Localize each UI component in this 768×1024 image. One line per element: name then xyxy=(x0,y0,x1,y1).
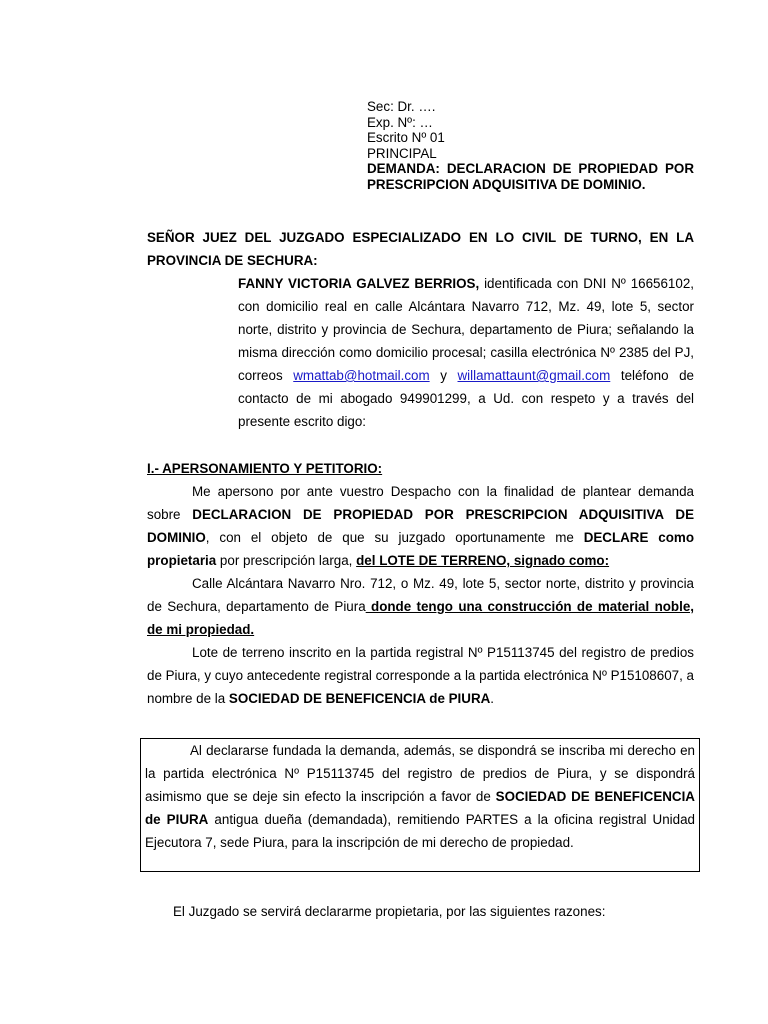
petitorio-text-c: , con el objeto de que su juzgado oportunamente me xyxy=(205,530,584,545)
petitorio-text-a: Me apersono por ante vuestro Despacho con la finalidad de plantear demanda sobre xyxy=(147,484,694,522)
intro-text-1: identificada con DNI Nº 16656102, con domicilio real en calle Alcántara Navarro 712, Mz. 49, lote 5, sector norte, distrito y provincia de Sechura, departamento de Piura; señalando la misma dirección como domicilio procesal; casilla electrónica Nº 2385 del PJ, correos xyxy=(238,276,694,383)
address-text-a: Calle Alcántara Navarro Nro. 712, o Mz. 49, lote 5, sector norte, distrito y provincia de Sechura, departamento de Piura xyxy=(147,576,694,614)
registry-paragraph xyxy=(147,641,694,710)
registry-text-c: . xyxy=(490,691,495,706)
principal-line: PRINCIPAL xyxy=(367,145,437,161)
petitorio-text-b: DECLARACION DE PROPIEDAD POR PRESCRIPCION ADQUISITIVA DE DOMINIO xyxy=(147,507,694,545)
email-link-2[interactable]: willamattaunt@gmail.com xyxy=(457,368,611,383)
secretary-line: Sec: Dr. …. xyxy=(367,99,436,114)
address-text-b: donde tengo una construcción de material noble, de mi propiedad. xyxy=(147,599,694,637)
petitorio-text-f: del LOTE DE TERRENO, signado como: xyxy=(356,553,610,568)
inscription-text-c: antigua dueña (demandada), remitiendo PARTES a la oficina registral Unidad Ejecutora 7, sede Piura, para la inscripción de mi derecho de propiedad. xyxy=(145,812,695,850)
email-link-1[interactable]: wmattab@hotmail.com xyxy=(293,368,430,383)
case-header xyxy=(367,99,694,192)
intro-text-3: teléfono de contacto de mi abogado 949901299, a Ud. con respeto y a través del presente escrito digo: xyxy=(238,368,694,429)
intro-text-2: y xyxy=(429,368,458,383)
inscription-paragraph xyxy=(145,739,695,854)
plaintiff-name: FANNY VICTORIA GALVEZ BERRIOS, xyxy=(238,276,480,291)
escrito-line: Escrito Nº 01 xyxy=(367,130,445,145)
intro-paragraph xyxy=(238,272,694,433)
section-heading-apersonamiento: I.- APERSONAMIENTO Y PETITORIO: xyxy=(147,461,383,476)
expediente-line: Exp. Nº: … xyxy=(367,114,433,130)
inscription-text-b: SOCIEDAD DE BENEFICENCIA de PIURA xyxy=(145,789,695,827)
address-paragraph xyxy=(147,572,694,641)
registry-text-a: Lote de terreno inscrito en la partida registral Nº P15113745 del registro de predios de Piura, y cuyo antecedente registral corresponde a la partida electrónica Nº P15108607, a nombre de la xyxy=(147,645,694,706)
demanda-title: DEMANDA: DECLARACION DE PROPIEDAD POR PRESCRIPCION ADQUISITIVA DE DOMINIO. xyxy=(367,161,694,192)
bordered-paragraph-box xyxy=(140,738,700,872)
petitorio-paragraph xyxy=(147,480,694,572)
petitorio-text-e: por prescripción larga, xyxy=(216,553,357,568)
inscription-text-a: Al declararse fundada la demanda, además, se dispondrá se inscriba mi derecho en la partida electrónica Nº P15113745 del registro de predios de Piura, y se dispondrá asimismo que se deje sin efecto la inscripción a favor de xyxy=(145,743,695,804)
registry-text-b: SOCIEDAD DE BENEFICENCIA de PIURA xyxy=(228,691,491,706)
petitorio-text-d: DECLARE como propietaria xyxy=(147,530,694,568)
addressee: SEÑOR JUEZ DEL JUZGADO ESPECIALIZADO EN LO CIVIL DE TURNO, EN LA PROVINCIA DE SECHURA: xyxy=(147,230,694,268)
closing-line: El Juzgado se servirá declararme propietaria, por las siguientes razones: xyxy=(173,904,606,919)
